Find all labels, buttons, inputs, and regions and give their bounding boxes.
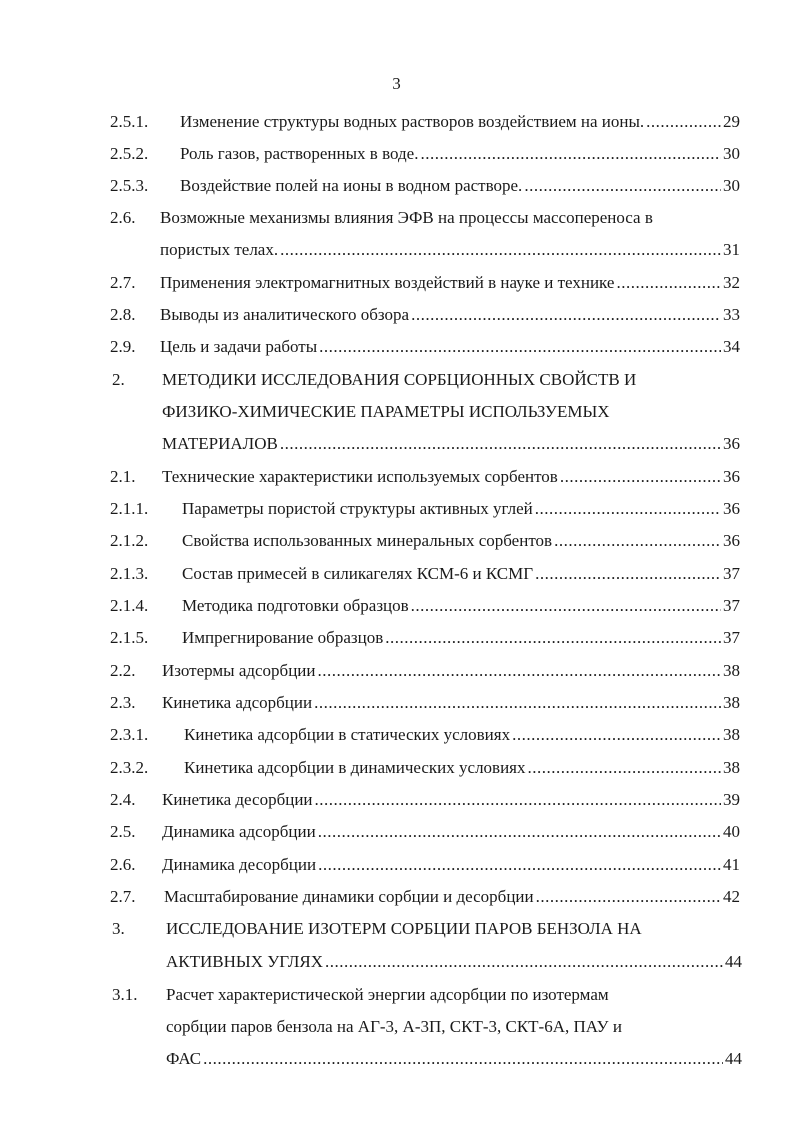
- toc-entry: [0, 174, 793, 198]
- toc-title: Параметры пористой структуры активных углей: [182, 499, 533, 518]
- toc-leader: [554, 529, 721, 553]
- toc-page: 38: [723, 758, 740, 777]
- toc-number: 2.2.: [110, 661, 136, 680]
- toc-leader: [203, 1047, 723, 1071]
- toc-entry-continuation: [0, 400, 793, 424]
- toc-leader: [315, 788, 721, 812]
- toc-leader: [528, 756, 721, 780]
- toc-title: Изотермы адсорбции: [162, 661, 316, 680]
- toc-leader: [411, 303, 721, 327]
- toc-page: 36: [723, 499, 740, 518]
- page-number: 3: [392, 74, 401, 93]
- toc-entry: [0, 659, 793, 683]
- toc-title: МАТЕРИАЛОВ: [162, 434, 278, 453]
- toc-title-line: сорбции паров бензола на АГ-3, А-3П, СКТ-3, СКТ-6А, ПАУ и: [166, 1017, 622, 1036]
- toc-title: Методика подготовки образцов: [182, 596, 409, 615]
- toc-page: 31: [723, 240, 740, 259]
- toc-title-line: МЕТОДИКИ ИССЛЕДОВАНИЯ СОРБЦИОННЫХ СВОЙСТВ И: [162, 370, 637, 389]
- toc-entry: [0, 271, 793, 295]
- toc-leader: [411, 594, 721, 618]
- toc-number: 2.5.2.: [110, 144, 149, 163]
- toc-title: Воздействие полей на ионы в водном растворе.: [180, 176, 523, 195]
- toc-entry-continuation: [0, 238, 793, 262]
- toc-number: 2.1.3.: [110, 564, 149, 583]
- toc-page: 41: [723, 855, 740, 874]
- toc-page: 38: [723, 693, 740, 712]
- toc-page: 39: [723, 790, 740, 809]
- toc-leader: [535, 562, 721, 586]
- toc-entry: [0, 983, 793, 1007]
- toc-number: 2.5.1.: [110, 112, 149, 131]
- toc-page: 30: [723, 176, 740, 195]
- toc-number: 2.5.: [110, 822, 136, 841]
- toc-number: 2.3.1.: [110, 725, 149, 744]
- toc-page: 29: [723, 112, 740, 131]
- toc-number: 2.1.: [110, 467, 136, 486]
- toc-page: 36: [723, 531, 740, 550]
- toc-entry: [0, 917, 793, 941]
- toc-entry: [0, 594, 793, 618]
- toc-leader: [536, 885, 721, 909]
- toc-title-line: ФИЗИКО-ХИМИЧЕСКИЕ ПАРАМЕТРЫ ИСПОЛЬЗУЕМЫХ: [162, 402, 610, 421]
- toc-entry: [0, 853, 793, 877]
- toc-title: Масштабирование динамики сорбции и десорбции: [164, 887, 534, 906]
- toc-number: 2.1.5.: [110, 628, 149, 647]
- toc-entry: [0, 335, 793, 359]
- toc-page: 37: [723, 596, 740, 615]
- toc-title: АКТИВНЫХ УГЛЯХ: [166, 952, 323, 971]
- toc-entry: [0, 691, 793, 715]
- toc-page: 34: [723, 337, 740, 356]
- toc-number: 2.9.: [110, 337, 136, 356]
- toc-title: Динамика адсорбции: [162, 822, 316, 841]
- toc-entry: [0, 885, 793, 909]
- toc-title: Роль газов, растворенных в воде.: [180, 144, 419, 163]
- toc-leader: [560, 465, 721, 489]
- toc-page: 42: [723, 887, 740, 906]
- toc-leader: [280, 238, 721, 262]
- toc-leader: [318, 853, 721, 877]
- toc-entry: [0, 303, 793, 327]
- toc-leader: [319, 335, 721, 359]
- toc-title: ФАС: [166, 1049, 202, 1068]
- toc-number: 2.1.1.: [110, 499, 149, 518]
- toc-title: Изменение структуры водных растворов воздействием на ионы.: [180, 112, 645, 131]
- toc-number: 2.8.: [110, 305, 136, 324]
- toc-number: 2.6.: [110, 855, 136, 874]
- toc-entry: [0, 562, 793, 586]
- toc-number: 3.: [112, 919, 125, 938]
- toc-number: 2.4.: [110, 790, 136, 809]
- toc-number: 2.3.2.: [110, 758, 149, 777]
- toc-entry: [0, 756, 793, 780]
- toc-page: 30: [723, 144, 740, 163]
- toc-leader: [616, 271, 721, 295]
- toc-title: Состав примесей в силикагелях КСМ-6 и КСМГ: [182, 564, 534, 583]
- toc-leader: [318, 659, 722, 683]
- toc-leader: [524, 174, 721, 198]
- toc-title: Технические характеристики используемых сорбентов: [162, 467, 558, 486]
- toc-entry: [0, 206, 793, 230]
- toc-page: 37: [723, 628, 740, 647]
- toc-leader: [314, 691, 721, 715]
- toc-entry: [0, 465, 793, 489]
- toc-entry-continuation: [0, 1015, 793, 1039]
- toc-title: Кинетика адсорбции: [162, 693, 313, 712]
- toc-number: 2.7.: [110, 273, 136, 292]
- toc-leader: [385, 626, 721, 650]
- toc-page: 38: [723, 661, 740, 680]
- toc-title: Кинетика адсорбции в статических условиях: [184, 725, 511, 744]
- toc-entry: [0, 368, 793, 392]
- toc-title-line: Возможные механизмы влияния ЭФВ на процессы массопереноса в: [160, 208, 653, 227]
- toc-number: 3.1.: [112, 985, 138, 1004]
- toc-title: Свойства использованных минеральных сорбентов: [182, 531, 553, 550]
- toc-number: 2.7.: [110, 887, 136, 906]
- toc-number: 2.: [112, 370, 125, 389]
- toc-number: 2.5.3.: [110, 176, 149, 195]
- toc-page: 32: [723, 273, 740, 292]
- toc-page: 40: [723, 822, 740, 841]
- toc-page: 44: [725, 1049, 742, 1068]
- toc-leader: [646, 110, 721, 134]
- toc-entry: [0, 497, 793, 521]
- toc-page: 36: [723, 467, 740, 486]
- toc-entry-continuation: [0, 950, 793, 974]
- toc-leader: [512, 723, 721, 747]
- toc-entry: [0, 142, 793, 166]
- toc-entry-continuation: [0, 432, 793, 456]
- toc-leader: [280, 432, 721, 456]
- toc-page: 37: [723, 564, 740, 583]
- toc-entry: [0, 820, 793, 844]
- toc-leader: [325, 950, 723, 974]
- toc-entry: [0, 788, 793, 812]
- toc-entry: [0, 110, 793, 134]
- toc-entry-continuation: [0, 1047, 793, 1071]
- toc-title: пористых телах.: [160, 240, 279, 259]
- toc-page: 33: [723, 305, 740, 324]
- toc-entry: [0, 529, 793, 553]
- toc-title: Кинетика десорбции: [162, 790, 313, 809]
- toc-title: Динамика десорбции: [162, 855, 317, 874]
- toc-page: 38: [723, 725, 740, 744]
- toc-leader: [535, 497, 721, 521]
- toc-number: 2.1.4.: [110, 596, 149, 615]
- toc-title: Применения электромагнитных воздействий в науке и технике: [160, 273, 615, 292]
- toc-entry: [0, 723, 793, 747]
- toc-title-line: ИССЛЕДОВАНИЕ ИЗОТЕРМ СОРБЦИИ ПАРОВ БЕНЗОЛА НА: [166, 919, 642, 938]
- toc-leader: [420, 142, 721, 166]
- toc-number: 2.3.: [110, 693, 136, 712]
- toc-title: Выводы из аналитического обзора: [160, 305, 410, 324]
- toc-page: 36: [723, 434, 740, 453]
- toc-title: Кинетика адсорбции в динамических условиях: [184, 758, 526, 777]
- toc-number: 2.6.: [110, 208, 136, 227]
- toc-title-line: Расчет характеристической энергии адсорбции по изотермам: [166, 985, 609, 1004]
- toc-page: 44: [725, 952, 742, 971]
- toc-entry: [0, 626, 793, 650]
- toc-leader: [318, 820, 721, 844]
- toc-title: Импрегнирование образцов: [182, 628, 384, 647]
- toc-title: Цель и задачи работы: [160, 337, 318, 356]
- toc-number: 2.1.2.: [110, 531, 149, 550]
